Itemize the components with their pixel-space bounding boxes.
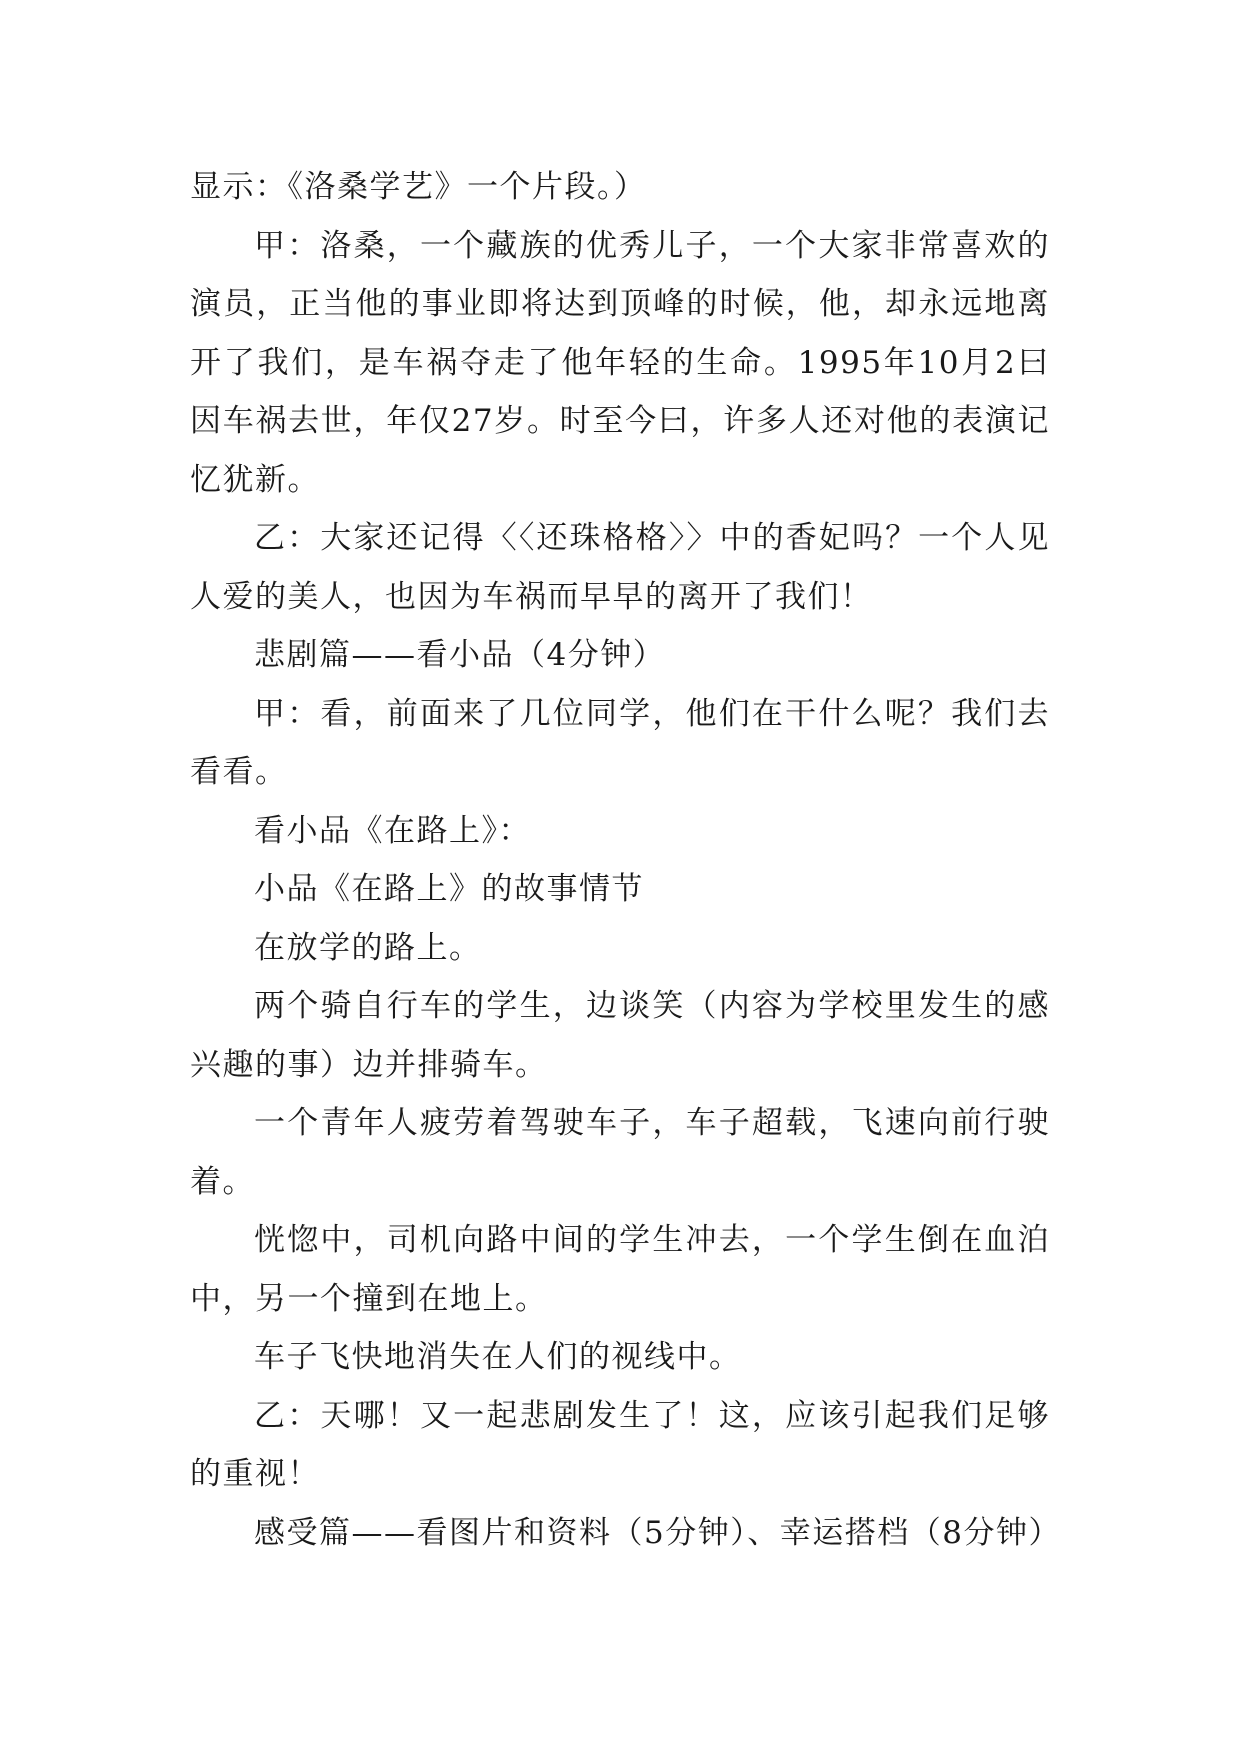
paragraph-4: 悲剧篇——看小品（4分钟） [254, 637, 666, 673]
paragraph-10: 一个青年人疲劳着驾驶车子，车子超载，飞速向前行驶着。 [190, 1105, 1050, 1200]
paragraph-2: 甲：洛桑，一个藏族的优秀儿子，一个大家非常喜欢的演员，正当他的事业即将达到顶峰的时候，他，却永远地离开了我们，是车祸夺走了他年轻的生命。1995年10月2曰因车祸去世，年仅27岁。时至今曰，许多人还对他的表演记忆犹新。 [190, 227, 1050, 498]
paragraph-1: 显示：《洛桑学艺》一个片段。） [190, 169, 647, 205]
paragraph-5: 甲：看，前面来了几位同学，他们在干什么呢？我们去看看。 [190, 695, 1050, 790]
paragraph-7: 小品《在路上》的故事情节 [254, 871, 644, 907]
paragraph-14: 感受篇——看图片和资料（5分钟）、幸运搭档（8分钟） [254, 1514, 1061, 1551]
paragraph-13: 乙：天哪！又一起悲剧发生了！这，应该引起我们足够的重视！ [190, 1397, 1050, 1492]
paragraph-8: 在放学的路上。 [254, 929, 482, 966]
paragraph-12: 车子飞快地消失在人们的视线中。 [254, 1339, 742, 1375]
paragraph-11: 恍惚中，司机向路中间的学生冲去，一个学生倒在血泊中，另一个撞到在地上。 [190, 1222, 1050, 1317]
document-body [190, 158, 1061, 1562]
paragraph-9: 两个骑自行车的学生，边谈笑（内容为学校里发生的感兴趣的事）边并排骑车。 [190, 988, 1050, 1083]
paragraph-3: 乙：大家还记得〈〈还珠格格〉〉中的香妃吗？一个人见人爱的美人，也因为车祸而早早的离开了我们！ [190, 520, 1050, 615]
paragraph-6: 看小品《在路上》： [254, 812, 531, 849]
